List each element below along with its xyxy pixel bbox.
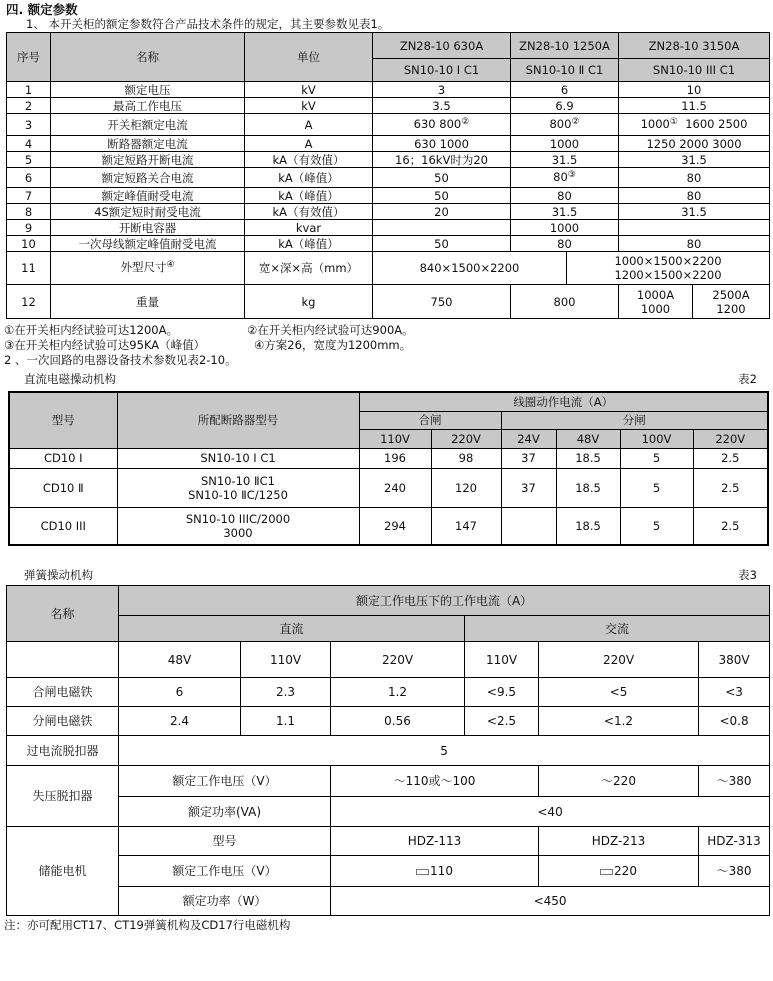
- row-val-c1: [619, 285, 693, 319]
- row-unit: kg: [245, 285, 373, 319]
- breaker-line-1: SN10-10 ⅡC1: [201, 473, 275, 488]
- row-val-a: 3: [373, 82, 511, 98]
- header-name: 名称: [51, 33, 245, 82]
- sub-label: 额定工作电压（V）: [119, 856, 331, 887]
- row-name: 额定短路关合电流: [51, 168, 245, 188]
- table-row: [7, 220, 770, 236]
- row-val-c: [619, 220, 770, 236]
- row-name: 额定短路开断电流: [51, 152, 245, 168]
- model-cell: CD10 Ⅱ: [9, 468, 117, 507]
- value-text: 1000: [640, 116, 670, 131]
- row-val-c: 80: [619, 236, 770, 252]
- intro-paragraph-1: 1、 本开关柜的额定参数符合产品技术条件的规定，其主要参数见表1。: [26, 17, 390, 31]
- value-cell: <2.5: [465, 707, 539, 736]
- row-name: 开断电容器: [51, 220, 245, 236]
- row-val-b: [511, 168, 619, 188]
- row-val-a: [373, 220, 511, 236]
- header-col-a-top: ZN28-10 630A: [373, 33, 511, 59]
- table-row: [7, 285, 770, 319]
- header-breaker: 所配断路器型号: [117, 392, 359, 448]
- sub-label: 型号: [119, 827, 331, 856]
- table-row: [7, 204, 770, 220]
- row-val-a: 16；16kV时为20: [373, 152, 511, 168]
- value-line-1: 2500A: [712, 287, 750, 302]
- row-no: 11: [7, 252, 51, 285]
- sub-label: 额定功率（W）: [119, 887, 331, 916]
- header-coil-current: 线圈动作电流（A）: [359, 392, 768, 411]
- value-cell: 2.5: [693, 448, 768, 468]
- header-col-b-bottom: SN10-10 Ⅱ C1: [511, 59, 619, 82]
- table-row: [7, 252, 770, 285]
- value-cell: <3: [699, 678, 770, 707]
- row-val-a: 20: [373, 204, 511, 220]
- breaker-cell: [117, 468, 359, 507]
- table-row: [7, 98, 770, 114]
- spring-mechanism-table: [6, 585, 770, 916]
- row-name: 4S额定短时耐受电流: [51, 204, 245, 220]
- breaker-line-2: 3000: [223, 525, 253, 540]
- value-cell: 37: [501, 448, 556, 468]
- value-cell: <5: [539, 678, 699, 707]
- row-name: 额定峰值耐受电流: [51, 188, 245, 204]
- value-cell: 2.3: [241, 678, 331, 707]
- sub-label: 额定功率(VA): [119, 797, 331, 827]
- table-row: [9, 468, 768, 507]
- note-2: ②在开关柜内经试验可达900A。: [247, 323, 414, 337]
- row-name: 断路器额定电流: [51, 136, 245, 152]
- row-no: 1: [7, 82, 51, 98]
- value-cell: 5: [620, 468, 693, 507]
- value-cell: 196: [359, 448, 431, 468]
- table-row: [7, 797, 770, 827]
- value-cell: 2.5: [693, 468, 768, 507]
- note-mark: ④: [166, 260, 175, 270]
- header-open: 分闸: [501, 411, 768, 429]
- row-no: 12: [7, 285, 51, 319]
- table-row: [7, 736, 770, 766]
- row-val-ab: 840×1500×2200: [373, 252, 567, 285]
- value-text: 800: [549, 116, 572, 131]
- row-val-a: 50: [373, 188, 511, 204]
- row-name: 额定电压: [51, 82, 245, 98]
- value-cell: HDZ-213: [539, 827, 699, 856]
- value-line-1: 1000A: [636, 287, 675, 302]
- row-val-c: [567, 252, 770, 285]
- header-voltage: 24V: [501, 429, 556, 448]
- header-col-c-top: ZN28-10 3150A: [619, 33, 770, 59]
- header-seq: 序号: [7, 33, 51, 82]
- dc-symbol-icon: [600, 869, 613, 875]
- value-cell: [539, 856, 699, 887]
- header-operating-current: 额定工作电压下的工作电流（A）: [119, 586, 770, 616]
- value-text: 630 800: [413, 116, 462, 131]
- row-no: 6: [7, 168, 51, 188]
- voltage-cell: 48V: [119, 642, 241, 678]
- header-close: 合闸: [359, 411, 501, 429]
- value-cell: <450: [331, 887, 770, 916]
- voltage-cell: 110V: [241, 642, 331, 678]
- row-val-b: 31.5: [511, 204, 619, 220]
- table-row: [9, 507, 768, 545]
- table-row: [7, 827, 770, 856]
- value-cell: 1.1: [241, 707, 331, 736]
- row-val-b: 31.5: [511, 152, 619, 168]
- voltage-cell: 110V: [465, 642, 539, 678]
- row-no: 7: [7, 188, 51, 204]
- row-label: 失压脱扣器: [7, 766, 119, 827]
- row-val-a: 630 1000: [373, 136, 511, 152]
- model-cell: CD10 I: [9, 448, 117, 468]
- table-row: [7, 678, 770, 707]
- value-line-1: 1000×1500×2200: [614, 254, 722, 268]
- value-cell: 18.5: [556, 507, 620, 545]
- row-val-c: 1250 2000 3000: [619, 136, 770, 152]
- header-voltage: 100V: [620, 429, 693, 448]
- header-voltage: 220V: [431, 429, 501, 448]
- note-4: ④方案26，宽度为1200mm。: [254, 338, 412, 352]
- row-unit: A: [245, 136, 373, 152]
- table-row: [7, 152, 770, 168]
- value-cell: ～220: [539, 766, 699, 797]
- table-row: [7, 82, 770, 98]
- value-cell: <40: [331, 797, 770, 827]
- row-no: 8: [7, 204, 51, 220]
- notes-row-1: [4, 323, 769, 338]
- value-text-2: 1600 2500: [685, 116, 748, 131]
- value-line-2: 1000: [640, 301, 671, 316]
- sub-label: 额定工作电压（V）: [119, 766, 331, 797]
- voltage-cell: 220V: [539, 642, 699, 678]
- value-cell: ～380: [699, 856, 770, 887]
- table-row: [9, 448, 768, 468]
- header-voltage: 110V: [359, 429, 431, 448]
- value-cell: 37: [501, 468, 556, 507]
- row-val-b: 6.9: [511, 98, 619, 114]
- row-label: 过电流脱扣器: [7, 736, 119, 766]
- table-row: [7, 856, 770, 887]
- note-1: ①在开关柜内经试验可达1200A。: [4, 323, 178, 337]
- row-val-c: 80: [619, 168, 770, 188]
- header-col-c-bottom: SN10-10 III C1: [619, 59, 770, 82]
- row-val-a: 50: [373, 236, 511, 252]
- row-unit: kA（有效值）: [245, 152, 373, 168]
- value-cell: 98: [431, 448, 501, 468]
- value-cell: [501, 507, 556, 545]
- table2-title: 直流电磁操动机构: [24, 372, 116, 386]
- row-val-a: 750: [373, 285, 511, 319]
- row-val-c: 11.5: [619, 98, 770, 114]
- row-unit: kV: [245, 82, 373, 98]
- intro-paragraph-2: 2 、一次回路的电器设备技术参数见表2-10。: [4, 353, 237, 367]
- value-cell: 2.4: [119, 707, 241, 736]
- table-row: [7, 707, 770, 736]
- row-val-b: 80: [511, 188, 619, 204]
- breaker-line-1: SN10-10 IIIC/2000: [185, 511, 291, 526]
- value-cell: <9.5: [465, 678, 539, 707]
- row-unit: 宽×深×高（mm）: [245, 252, 373, 285]
- value-text: 220: [614, 864, 637, 878]
- row-val-b: 1000: [511, 220, 619, 236]
- value-text: 80: [553, 169, 568, 184]
- row-label: 储能电机: [7, 827, 119, 916]
- section-title: 四. 额定参数: [6, 2, 78, 17]
- table-row: [7, 188, 770, 204]
- voltage-cell: 220V: [331, 642, 465, 678]
- value-cell: <1.2: [539, 707, 699, 736]
- row-no: 4: [7, 136, 51, 152]
- header-unit: 单位: [245, 33, 373, 82]
- table-row: [7, 887, 770, 916]
- note-mark: ③: [567, 169, 576, 180]
- header-voltage: 220V: [693, 429, 768, 448]
- value-line-2: 1200×1500×2200: [614, 268, 722, 282]
- row-label: 分闸电磁铁: [7, 707, 119, 736]
- header-ac: 交流: [465, 616, 770, 642]
- value-text: 外型尺寸: [120, 260, 167, 274]
- header-name: 名称: [7, 586, 119, 642]
- row-val-c: 31.5: [619, 204, 770, 220]
- table-row: [7, 236, 770, 252]
- value-cell: <0.8: [699, 707, 770, 736]
- value-cell: 120: [431, 468, 501, 507]
- row-label: 合闸电磁铁: [7, 678, 119, 707]
- model-cell: CD10 III: [9, 507, 117, 545]
- row-val-b: 6: [511, 82, 619, 98]
- row-val-c: [619, 114, 770, 136]
- row-no: 2: [7, 98, 51, 114]
- row-val-b: 800: [511, 285, 619, 319]
- value-cell: HDZ-113: [331, 827, 539, 856]
- row-val-c: 10: [619, 82, 770, 98]
- breaker-cell: SN10-10 I C1: [117, 448, 359, 468]
- header-model: 型号: [9, 392, 117, 448]
- table-row: [7, 642, 770, 678]
- header-col-b-top: ZN28-10 1250A: [511, 33, 619, 59]
- dc-symbol-icon: [416, 869, 429, 875]
- table-row: [7, 766, 770, 797]
- row-name: 重量: [51, 285, 245, 319]
- table-row: [7, 136, 770, 152]
- value-cell: 5: [620, 507, 693, 545]
- row-val-b: 1000: [511, 136, 619, 152]
- value-cell: 1.2: [331, 678, 465, 707]
- row-no: 5: [7, 152, 51, 168]
- row-unit: kvar: [245, 220, 373, 236]
- value-line-2: 1200: [716, 301, 746, 316]
- note-mark: ②: [571, 116, 580, 127]
- value-text: 110: [430, 864, 453, 878]
- footnote: 注：亦可配用CT17、CT19弹簧机构及CD17行电磁机构: [4, 918, 291, 932]
- table2-label: 表2: [738, 372, 757, 386]
- row-val-c: 80: [619, 188, 770, 204]
- row-no: 3: [7, 114, 51, 136]
- dc-mechanism-table: [8, 391, 769, 546]
- row-name: 一次母线额定峰值耐受电流: [51, 236, 245, 252]
- row-unit: A: [245, 114, 373, 136]
- value-cell: ～110或～100: [331, 766, 539, 797]
- value-cell: 6: [119, 678, 241, 707]
- value-cell: 294: [359, 507, 431, 545]
- value-cell: 240: [359, 468, 431, 507]
- note-mark: ②: [461, 116, 470, 127]
- value-cell: HDZ-313: [699, 827, 770, 856]
- row-unit: kA（峰值）: [245, 168, 373, 188]
- row-name: 开关柜额定电流: [51, 114, 245, 136]
- table3-title: 弹簧操动机构: [24, 568, 93, 582]
- note-mark: ①: [669, 116, 678, 127]
- row-no: 10: [7, 236, 51, 252]
- row-no: 9: [7, 220, 51, 236]
- row-unit: kA（有效值）: [245, 204, 373, 220]
- value-cell: 2.5: [693, 507, 768, 545]
- header-dc: 直流: [119, 616, 465, 642]
- header-voltage: 48V: [556, 429, 620, 448]
- row-unit: kV: [245, 98, 373, 114]
- row-val-c2: [693, 285, 770, 319]
- row-unit: kA（峰值）: [245, 236, 373, 252]
- value-cell: 5: [620, 448, 693, 468]
- table2-caption: [4, 372, 769, 387]
- empty-cell: [7, 642, 119, 678]
- row-val-c: 31.5: [619, 152, 770, 168]
- table3-caption: [4, 568, 769, 583]
- note-3: ③在开关柜内经试验可达95KA（峰值）: [4, 338, 206, 352]
- breaker-cell: [117, 507, 359, 545]
- rated-parameters-table: [6, 32, 770, 319]
- row-val-a: 50: [373, 168, 511, 188]
- value-cell: 5: [119, 736, 770, 766]
- row-name: [51, 252, 245, 285]
- header-col-a-bottom: SN10-10 I C1: [373, 59, 511, 82]
- value-cell: ～380: [699, 766, 770, 797]
- row-val-a: 3.5: [373, 98, 511, 114]
- row-val-b: 80: [511, 236, 619, 252]
- row-val-b: [511, 114, 619, 136]
- value-cell: [331, 856, 539, 887]
- table3-label: 表3: [738, 568, 757, 582]
- table-row: [7, 114, 770, 136]
- row-name: 最高工作电压: [51, 98, 245, 114]
- value-cell: 0.56: [331, 707, 465, 736]
- notes-row-2: [4, 338, 769, 353]
- voltage-cell: 380V: [699, 642, 770, 678]
- value-cell: 147: [431, 507, 501, 545]
- value-cell: 18.5: [556, 468, 620, 507]
- breaker-line-2: SN10-10 ⅡC/1250: [188, 487, 288, 502]
- row-val-a: [373, 114, 511, 136]
- table-row: [7, 168, 770, 188]
- value-cell: 18.5: [556, 448, 620, 468]
- row-unit: kA（峰值）: [245, 188, 373, 204]
